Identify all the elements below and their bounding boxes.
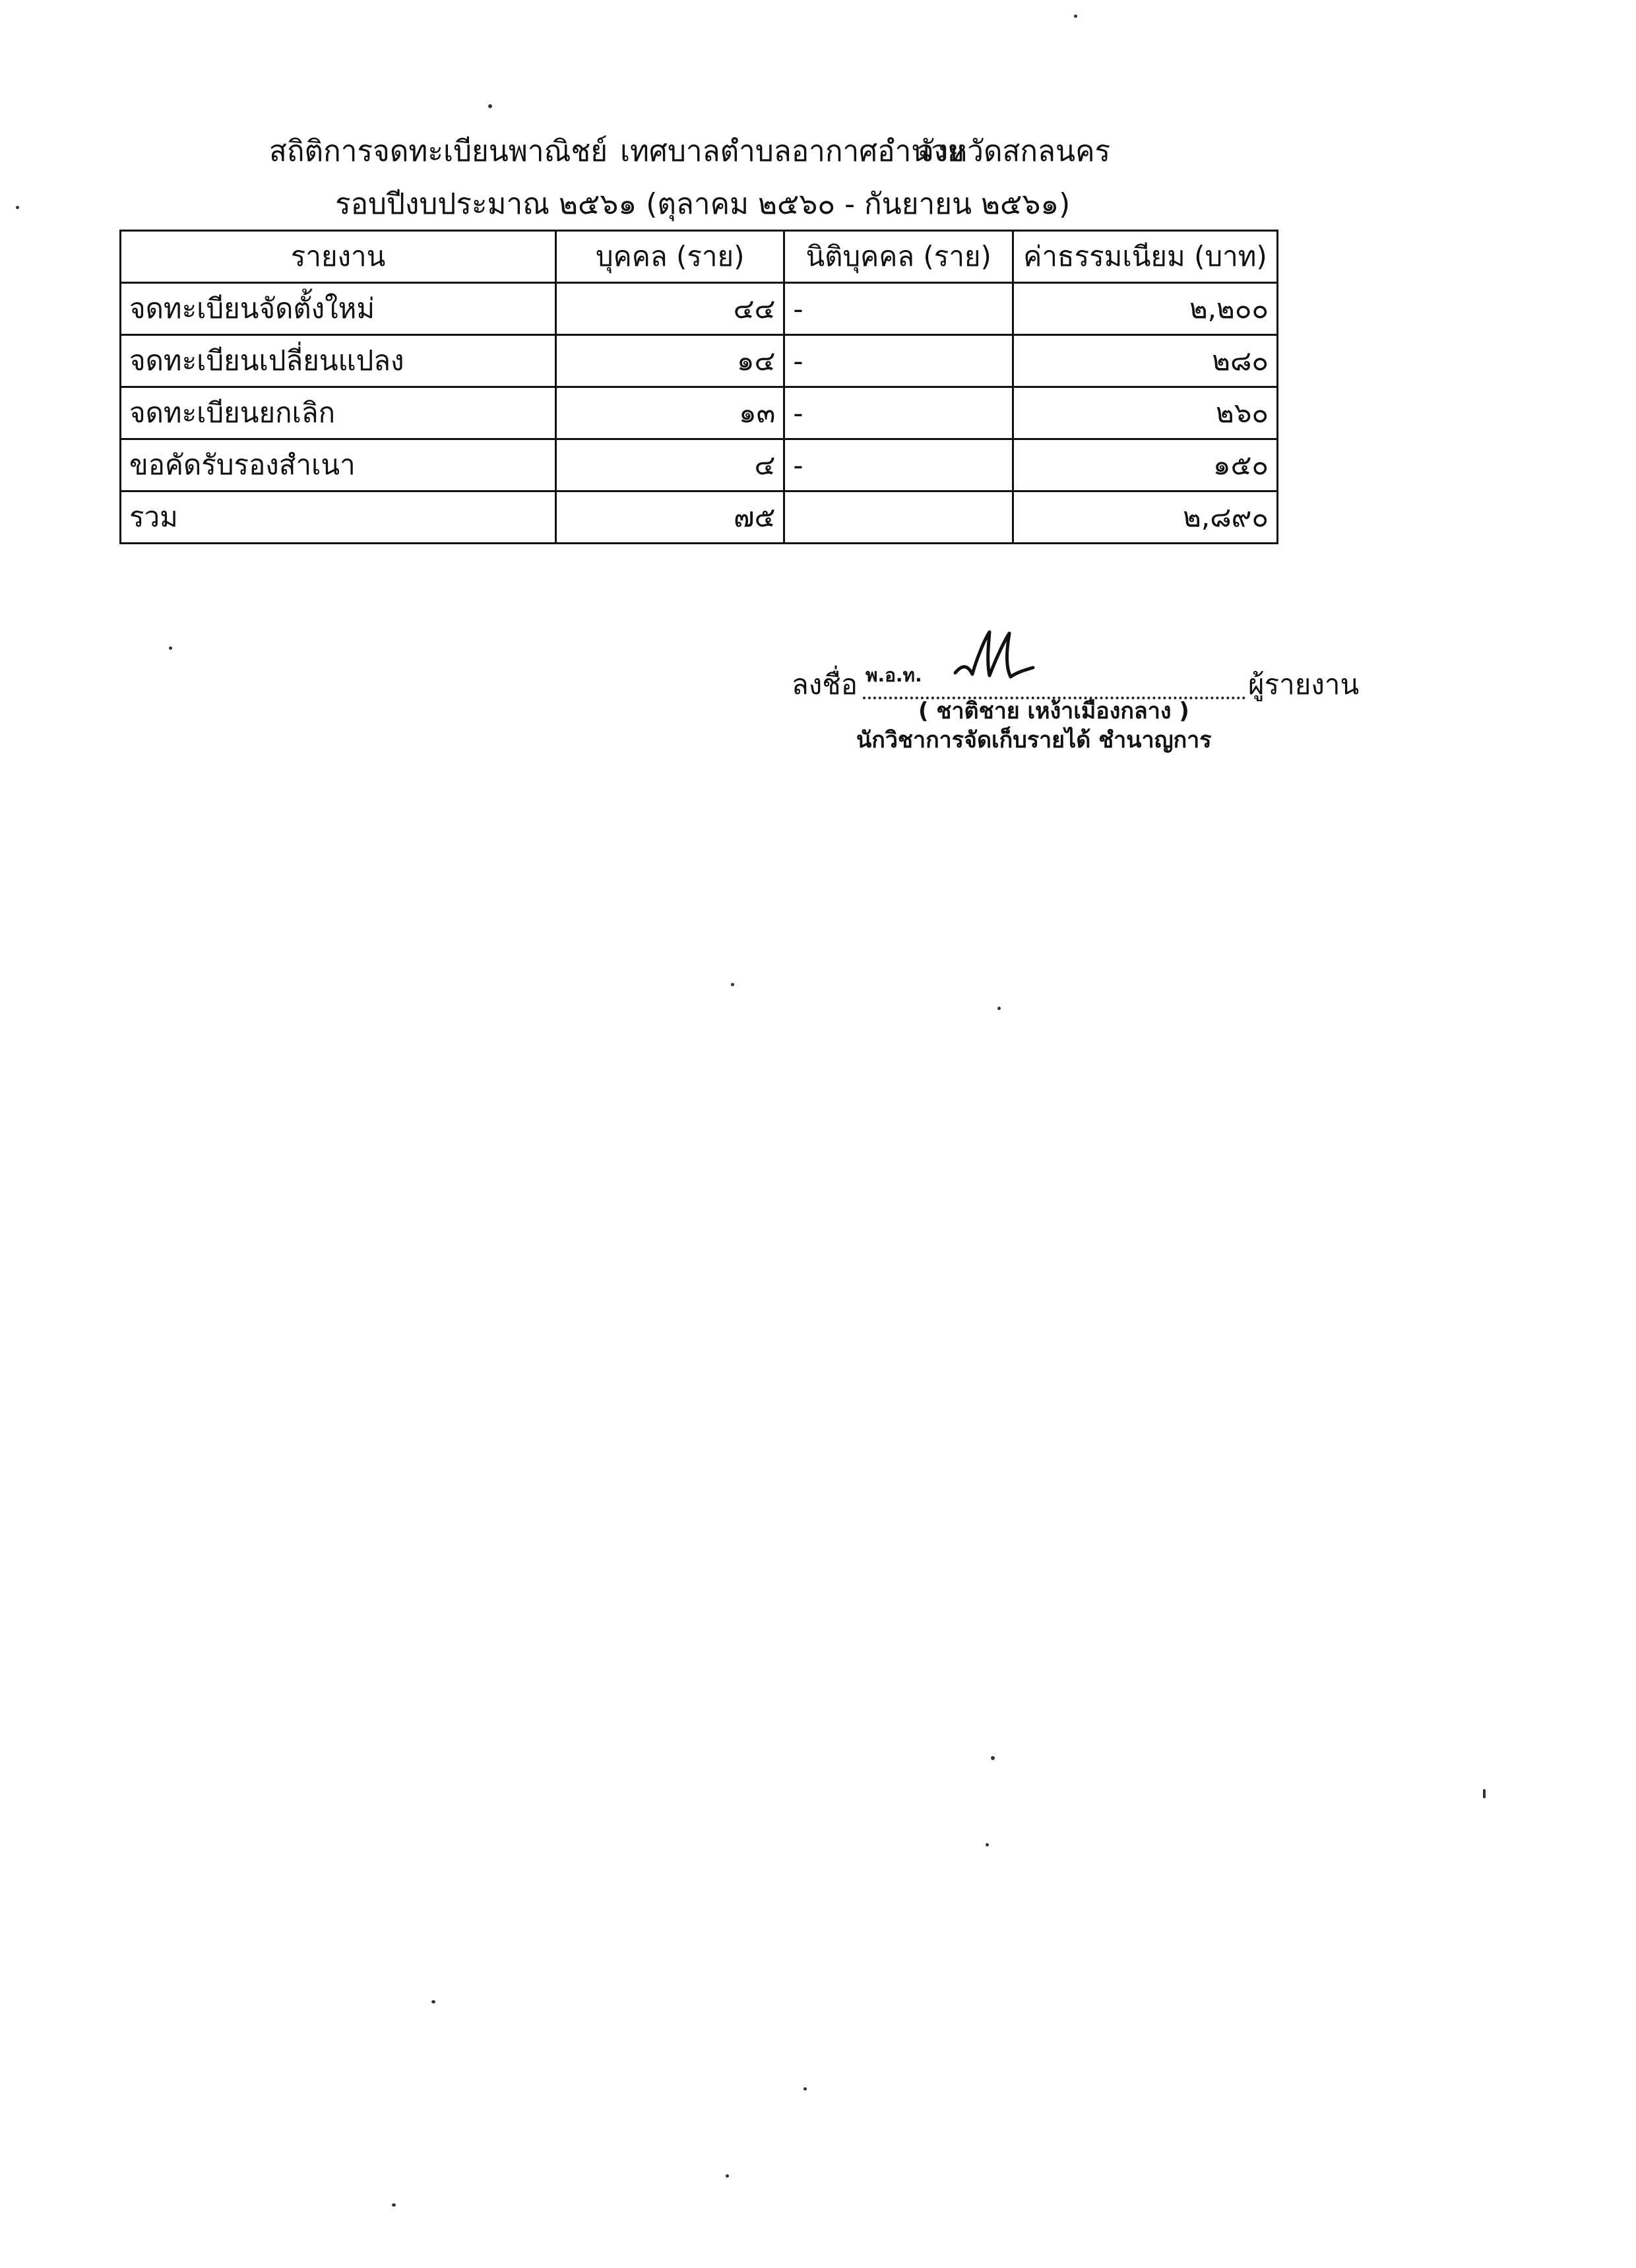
scan-speck	[986, 1843, 989, 1846]
total-label: รวม	[121, 491, 556, 544]
signatory-name: ( ชาติชาย เหง้าเมืองกลาง )	[918, 698, 1189, 724]
scan-speck	[16, 206, 19, 209]
scan-speck	[431, 2000, 435, 2003]
row-fee: ๒๖๐	[1013, 387, 1278, 439]
column-header-fee: ค่าธรรมเนียม (บาท)	[1013, 231, 1278, 283]
title-municipality: เทศบาลตำบลอากาศอำนวย	[620, 135, 964, 168]
row-juristic-count: -	[784, 387, 1013, 439]
row-fee: ๒,๒๐๐	[1013, 283, 1278, 335]
row-person-count: ๑๓	[556, 387, 784, 439]
table-row	[121, 335, 1278, 387]
row-juristic-count: -	[784, 283, 1013, 335]
column-header-juristic: นิติบุคคล (ราย)	[784, 231, 1013, 283]
row-item: จดทะเบียนจัดตั้งใหม่	[121, 283, 556, 335]
signature-role: ผู้รายงาน	[1248, 668, 1360, 701]
statistics-table	[119, 230, 1278, 544]
table-total-row	[121, 491, 1278, 544]
table-row	[121, 387, 1278, 439]
table-row	[121, 283, 1278, 335]
scan-speck	[731, 983, 734, 986]
scan-speck	[488, 104, 492, 108]
total-person-count: ๗๕	[556, 491, 784, 544]
scan-speck	[169, 646, 172, 650]
title-province: จังหวัดสกลนคร	[917, 135, 1111, 168]
total-fee: ๒,๘๙๐	[1013, 491, 1278, 544]
row-fee: ๑๕๐	[1013, 439, 1278, 491]
handwritten-signature	[950, 627, 1042, 693]
scan-speck	[991, 1756, 995, 1760]
scan-speck	[392, 2203, 396, 2207]
row-item: จดทะเบียนเปลี่ยนแปลง	[121, 335, 556, 387]
column-header-person: บุคคล (ราย)	[556, 231, 784, 283]
row-item: จดทะเบียนยกเลิก	[121, 387, 556, 439]
row-person-count: ๑๔	[556, 335, 784, 387]
table-row	[121, 439, 1278, 491]
signatory-position: นักวิชาการจัดเก็บรายได้ ชำนาญการ	[856, 727, 1212, 753]
table-header-row	[121, 231, 1278, 283]
row-fee: ๒๘๐	[1013, 335, 1278, 387]
row-juristic-count: -	[784, 439, 1013, 491]
title-subject: สถิติการจดทะเบียนพาณิชย์	[269, 135, 608, 168]
period-text: รอบปีงบประมาณ ๒๕๖๑ (ตุลาคม ๒๕๖๐ - กันยายน ๒๕๖๑)	[335, 187, 1071, 221]
signature-rank: พ.อ.ท.	[865, 664, 922, 686]
row-item: ขอคัดรับรองสำเนา	[121, 439, 556, 491]
scan-speck	[803, 2087, 807, 2091]
row-juristic-count: -	[784, 335, 1013, 387]
row-person-count: ๔	[556, 439, 784, 491]
total-juristic-count	[784, 491, 1013, 544]
scan-speck	[1483, 1789, 1486, 1798]
signature-prefix: ลงชื่อ	[792, 668, 858, 701]
scan-speck	[1074, 15, 1077, 18]
scan-speck	[997, 1007, 1001, 1010]
scan-speck	[726, 2174, 729, 2178]
column-header-report: รายงาน	[121, 231, 556, 283]
row-person-count: ๔๔	[556, 283, 784, 335]
